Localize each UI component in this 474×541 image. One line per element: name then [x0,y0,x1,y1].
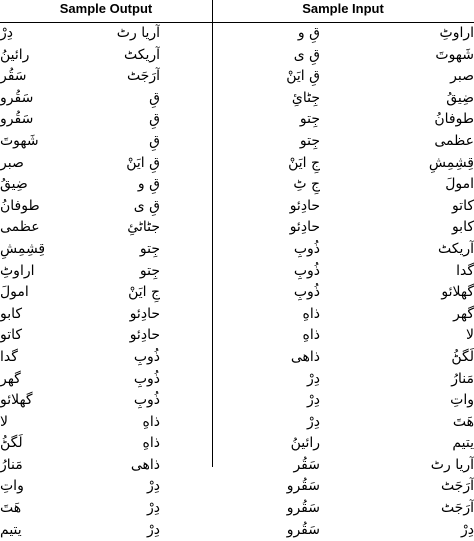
word-item: دِرْ [307,392,320,409]
word-item: گھلائو [441,284,474,301]
word-item: کاتو [451,197,474,214]
word-item: لا [466,327,474,344]
word-item: سَقُرو [0,89,34,106]
word-item: گدا [0,348,18,365]
word-item: کاتو [0,327,23,344]
word-item: جِتو [139,240,160,257]
word-item: حادِئو [289,197,320,214]
word-item: ذُوبِ [293,240,320,257]
table-header [0,0,474,23]
word-item: سَقُر [0,68,27,85]
word-item: قِشِمِشِ [428,154,474,171]
word-item: طوفانُ [434,111,474,128]
word-item: ضِیقُ [0,176,28,193]
word-item: دِرْ [461,521,474,538]
column-divider [212,0,213,467]
word-item: شَهوتَ [0,132,39,149]
word-item: ضِیقُ [446,89,474,106]
word-item: مَنارُ [451,370,474,387]
word-item: کابو [0,305,23,322]
sample-input-words-right [392,23,474,541]
word-item: لا [0,413,8,430]
word-item: ذاهِ [142,435,160,452]
word-item: رائینُ [290,435,320,452]
word-item: سَقُرو [286,521,320,538]
word-item: آرَجَٹ [126,68,160,85]
word-item: آریا رٹ [430,456,474,473]
word-item: سَقُرو [286,478,320,495]
word-item: قِ ی [293,46,320,63]
word-item: سَقُرو [0,111,34,128]
word-item: ذُوبِ [293,284,320,301]
word-item: ذاهی [290,348,320,365]
word-item: ذاهِ [142,413,160,430]
word-item: عظمی [434,132,474,149]
word-item: گدا [456,262,474,279]
word-item: قِ [149,111,160,128]
word-item: آریا رٹ [116,25,160,41]
word-item: گھر [0,370,21,387]
word-item: ذاهِ [302,305,320,322]
word-item: آرَجَٹ [440,500,474,517]
word-item: قِ ایَنْ [286,68,320,85]
word-item: گھلائو [0,392,33,409]
word-item: ذُوبِ [293,262,320,279]
word-item: قِ [149,89,160,106]
word-item: کابو [451,219,474,236]
sample-output-heading: Sample Output [59,1,153,16]
word-item: سَقُر [293,456,320,473]
word-item: جِ ایَنْ [128,284,160,301]
word-item: اراوٹِ [439,25,474,41]
word-item: دِرْ [307,413,320,430]
word-item: صبر [0,154,24,171]
word-item: اراوٹِ [0,262,35,279]
word-item: هَتَ [452,413,474,430]
word-item: جِ ایَنْ [288,154,320,171]
word-item: آریکٹ [123,46,160,63]
word-item: امولَ [0,284,29,301]
word-item: ذُوبِ [133,392,160,409]
word-item: جٹاٹئِ [127,219,160,236]
word-item: طوفانُ [0,197,40,214]
word-item: قِ و [137,176,160,193]
word-item: شَهوتَ [435,46,474,63]
sample-output-words-right [90,23,160,541]
word-item: یتیم [0,521,22,538]
word-item: سَقُرو [286,500,320,517]
word-item: قِ [149,132,160,149]
word-item: قِشِمِشِ [0,240,46,257]
word-item: ذُوبِ [133,348,160,365]
sample-output-words-left [0,23,60,541]
word-item: جِتو [299,111,320,128]
word-item: دِرْ [147,521,160,538]
word-item: جِٹائِ [291,89,320,106]
word-item: صبر [450,68,474,85]
word-item: لَگڻُ [451,348,474,365]
word-item: واتِ [450,392,474,409]
word-item: جِتو [139,262,160,279]
word-item: امولَ [445,176,474,193]
word-item: واتِ [0,478,24,495]
word-item: دِرْ [147,500,160,517]
word-item: حادِئو [289,219,320,236]
word-item: آرَجَٹ [440,478,474,495]
word-item: ذُوبِ [133,370,160,387]
word-item: ذاهی [130,456,160,473]
word-item: قِ ایَنْ [126,154,160,171]
word-item: ذاهِ [302,327,320,344]
word-item: یتیم [452,435,474,452]
word-item: قِ و [297,25,320,41]
word-item: دِرْ [147,478,160,495]
word-item: آریکٹ [437,240,474,257]
word-item: جِ ٹِ [293,176,320,193]
word-item: دِرْ [307,370,320,387]
word-item: عظمی [0,219,40,236]
word-item: دِرْ [0,25,13,41]
word-item: جِتو [299,132,320,149]
word-item: هَتَ [0,500,22,517]
word-item: مَنارُ [0,456,23,473]
word-item: قِ ی [133,197,160,214]
word-item: لَگڻُ [0,435,23,452]
word-item: رائینُ [0,46,30,63]
sample-input-heading: Sample Input [302,1,384,16]
word-item: حادِئو [129,327,160,344]
word-item: حادِئو [129,305,160,322]
word-item: گھر [453,305,474,322]
sample-input-words-left [246,23,320,541]
